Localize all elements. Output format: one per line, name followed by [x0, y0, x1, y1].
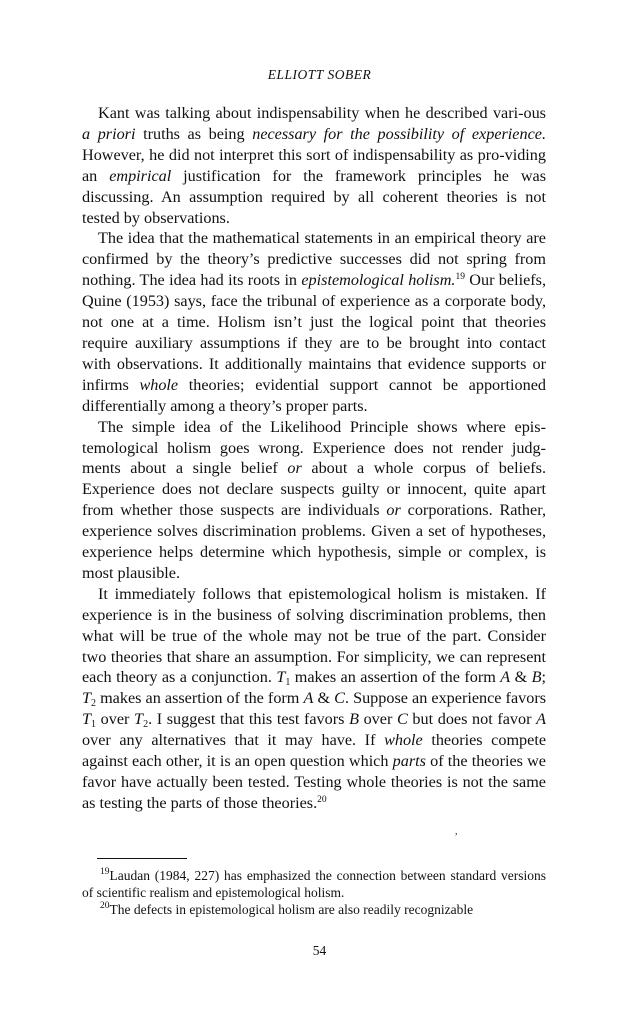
italic-run: or [386, 501, 401, 520]
paragraph-4 [82, 584, 546, 814]
subscript: 2 [143, 719, 149, 731]
text-run: over [96, 710, 135, 729]
text-run: However, he did not interpret this sort of indispensability as pro-viding an [82, 145, 546, 185]
italic-run: C [396, 710, 408, 729]
body-text [82, 103, 546, 814]
text-run: Kant was talking about indispensability when he described vari-ous [98, 104, 546, 122]
text-run: theories compete against each other, it is an open question which [82, 731, 547, 771]
paragraph-3 [82, 417, 546, 584]
subscript: 1 [285, 677, 291, 689]
footnote-ref-20[interactable]: 20 [317, 794, 327, 805]
subscript: 2 [91, 698, 97, 710]
italic-run: empirical [109, 166, 172, 185]
text-run: over any alternatives that it may have. If [82, 731, 385, 750]
italic-run: T [82, 689, 92, 708]
text-run: but does not favor [407, 710, 537, 729]
italic-run: A [500, 668, 511, 687]
page-number: 54 [312, 943, 327, 958]
text-run: Our beliefs, Quine (1953) says, face the tribunal of experience as a corporate body, not one at a time. Holism isn’t just the logical point that theories require auxiliary assumptions if they are to be brought into contact with observations. It additionally maintains that evidence supports or infirms [82, 271, 546, 394]
text-run: of the theories we favor have actually been tested. Testing whole theories is not the same as testing the parts of those theories. [82, 752, 546, 812]
footnote-text: The defects in epistemological holism are also readily recognizable [109, 902, 474, 917]
text-run: makes an assertion of the form [290, 668, 501, 687]
italic-run: T [82, 710, 92, 729]
italic-run: T [134, 710, 144, 729]
italic-run: A [536, 710, 547, 729]
italic-run: whole [139, 375, 179, 394]
italic-run: or [287, 459, 302, 478]
subscript: 1 [91, 719, 97, 731]
footnote-20 [82, 901, 546, 918]
text-run: & [510, 668, 532, 687]
italic-run: epistemological holism. [301, 271, 456, 290]
footnotes [82, 867, 546, 918]
text-run: over [358, 710, 397, 729]
italic-run: a priori [82, 124, 136, 143]
italic-run: necessary for the possibility of experience. [252, 124, 546, 143]
text-run: . I suggest that this test favors [148, 710, 350, 729]
text-run: corporations. Rather, experience solves discrimination problems. Given a set of hypotheses, experience helps determine which hypothesis, simple or complex, is most plausible. [82, 501, 546, 582]
text-run: . Suppose an experience favors [344, 689, 547, 708]
text-run: The idea that the mathematical statements in an empirical theory are confirmed by the theory’s predictive successes did not spring from nothing. The idea had its roots in [82, 229, 546, 290]
italic-run: T [276, 668, 286, 687]
running-head: ELLIOTT SOBER [267, 67, 372, 82]
text-run: & [313, 689, 335, 708]
italic-run: parts [392, 752, 426, 771]
italic-run: whole [384, 731, 423, 750]
text-run: theories; evidential support cannot be apportioned differentially among a theory’s proper parts. [82, 375, 546, 415]
text-run: It immediately follows that epistemological holism is mistaken. If experience is in the business of solving discrimination problems, then what will be true of the whole may not be true of the part. Consider two theories that share an assumption. For simplicity, we can represent each theory as a conjunction. [82, 584, 546, 687]
footnote-separator [97, 858, 187, 859]
footnote-ref-19[interactable]: 19 [455, 272, 465, 283]
footnote-19 [82, 867, 546, 901]
stray-mark: , [455, 826, 458, 837]
italic-run: C [334, 689, 345, 708]
footnote-number: 20 [100, 901, 110, 911]
italic-run: A [303, 689, 314, 708]
text-run: justification for the framework principles he was discussing. An assumption required by all coherent theories is not tested by observations. [82, 166, 546, 227]
italic-run: B [531, 668, 542, 687]
text-run: makes an assertion of the form [96, 689, 304, 708]
footnote-text: Laudan (1984, 227) has emphasized the connection between standard versions of scientific realism and epistemological holism. [82, 868, 546, 900]
text-run: truths as being [135, 124, 253, 143]
footnote-number: 19 [100, 867, 110, 877]
italic-run: B [349, 710, 359, 729]
paragraph-2 [82, 228, 546, 416]
text-run: The simple idea of the Likelihood Principle shows where epis-temological holism goes wrong. Experience does not render judg-ments about a single belief [82, 417, 546, 478]
text-run: ; [541, 668, 547, 687]
paragraph-1 [82, 103, 546, 228]
text-run: about a whole corpus of beliefs. Experience does not declare suspects guilty or innocent, quite apart from whether those suspects are individuals [82, 459, 546, 520]
